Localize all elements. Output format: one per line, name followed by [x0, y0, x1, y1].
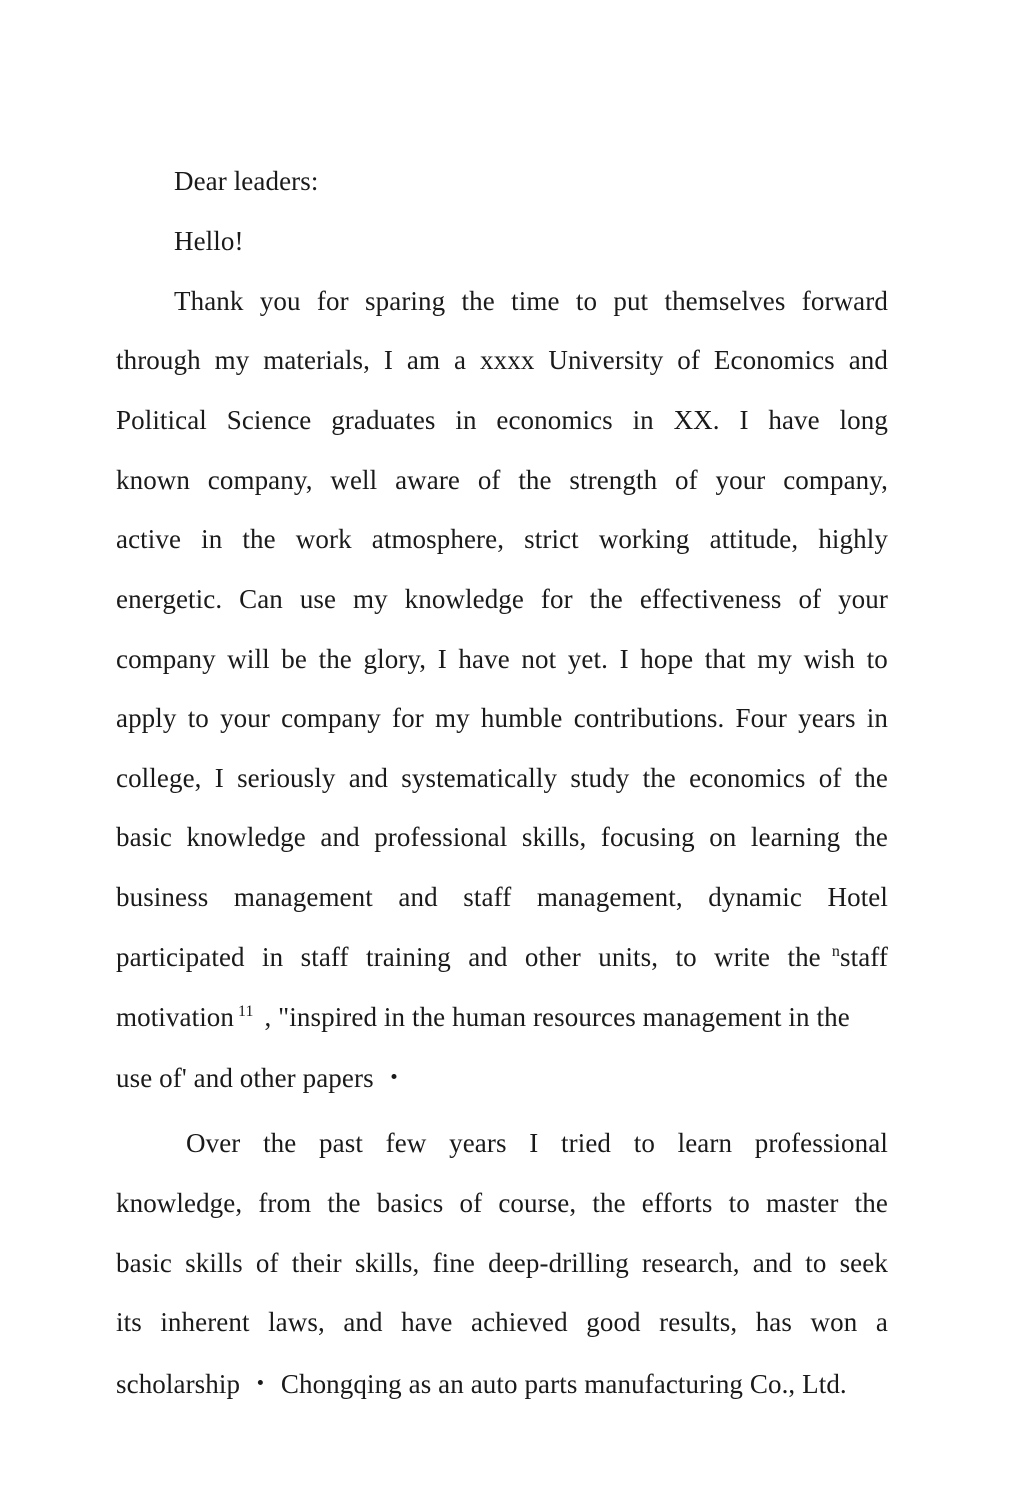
word: deep-drilling	[488, 1248, 629, 1278]
word: am	[406, 345, 441, 375]
word: Political	[116, 405, 207, 435]
word: staff	[463, 882, 512, 912]
word: of	[818, 763, 842, 793]
word: the	[242, 524, 276, 554]
word: effectiveness	[639, 584, 782, 614]
word: the	[461, 286, 495, 316]
word: Economics	[713, 345, 835, 375]
word: your	[220, 703, 270, 733]
word: not	[521, 644, 557, 674]
word: wish	[803, 644, 855, 674]
word: in	[201, 524, 223, 554]
word: the	[589, 584, 623, 614]
word: a	[875, 1307, 888, 1337]
word: systematically	[401, 763, 558, 793]
word: the	[327, 1188, 361, 1218]
word: the	[263, 1128, 297, 1158]
paragraph-line: use of' and other papers ・	[116, 1063, 408, 1093]
greeting: Hello!	[174, 226, 244, 256]
word: XX.	[673, 405, 720, 435]
word: work	[295, 524, 352, 554]
word: learn	[677, 1128, 733, 1158]
word: graduates	[331, 405, 436, 435]
word: be	[281, 644, 307, 674]
word: results,	[659, 1307, 738, 1337]
word: and	[320, 822, 360, 852]
word: company,	[207, 465, 313, 495]
word: dynamic	[708, 882, 802, 912]
word: I	[619, 644, 629, 674]
word: professional	[374, 822, 508, 852]
word: to	[633, 1128, 655, 1158]
line-words	[116, 940, 821, 974]
word: years	[449, 1128, 507, 1158]
word: have	[768, 405, 820, 435]
word: I	[739, 405, 749, 435]
word: to	[866, 644, 888, 674]
word: skills	[185, 1248, 243, 1278]
word: well	[330, 465, 378, 495]
word: master	[765, 1188, 839, 1218]
word: seriously	[237, 763, 336, 793]
paragraph-line	[116, 820, 888, 854]
word: Science	[226, 405, 312, 435]
word: and	[848, 345, 888, 375]
word: of	[675, 465, 698, 495]
word: years	[798, 703, 856, 733]
word: my	[353, 584, 388, 614]
word: strict	[524, 524, 579, 554]
word: yet.	[567, 644, 608, 674]
word: from	[258, 1188, 312, 1218]
word: the	[318, 644, 352, 674]
word: staff	[300, 942, 349, 972]
word: have	[458, 644, 510, 674]
word: study	[570, 763, 630, 793]
paragraph-line	[116, 940, 888, 974]
word: won	[810, 1307, 858, 1337]
word: focusing	[600, 822, 695, 852]
word: the	[518, 465, 552, 495]
word: your	[715, 465, 766, 495]
word: for	[316, 286, 349, 316]
word: learning	[750, 822, 841, 852]
word: I	[214, 763, 224, 793]
word: the	[592, 1188, 626, 1218]
word: the	[854, 763, 888, 793]
word: forward	[801, 286, 888, 316]
word: research,	[642, 1248, 740, 1278]
paragraph-line	[116, 1305, 888, 1339]
quoted-term: $^n$staff	[831, 942, 888, 972]
word: glory,	[363, 644, 427, 674]
word: of	[255, 1248, 279, 1278]
word: company,	[783, 465, 888, 495]
paragraph-line	[116, 1186, 888, 1220]
word: write	[714, 942, 771, 972]
word: their	[291, 1248, 342, 1278]
word: course,	[498, 1188, 577, 1218]
word: of	[798, 584, 822, 614]
word: apply	[116, 703, 177, 733]
word: basic	[116, 1248, 172, 1278]
word: to	[187, 703, 209, 733]
word: tried	[561, 1128, 612, 1158]
word: on	[709, 822, 737, 852]
word: for	[392, 703, 424, 733]
word: in	[632, 405, 654, 435]
word: of	[459, 1188, 483, 1218]
superscript-11: 11	[238, 1003, 254, 1020]
word: achieved	[471, 1307, 568, 1337]
word: aware	[395, 465, 461, 495]
word: active	[116, 524, 182, 554]
paragraph-line	[116, 343, 888, 377]
word: knowledge	[404, 584, 524, 614]
word: and	[752, 1248, 793, 1278]
word: themselves	[664, 286, 786, 316]
word: to	[805, 1248, 827, 1278]
word: time	[511, 286, 560, 316]
word: past	[319, 1128, 363, 1158]
word: energetic.	[116, 584, 223, 614]
word: you	[259, 286, 301, 316]
word: professional	[754, 1128, 888, 1158]
word: its	[116, 1307, 142, 1337]
word: long	[839, 405, 888, 435]
word: hope	[640, 644, 694, 674]
word: basic	[116, 822, 172, 852]
word: few	[385, 1128, 427, 1158]
word: Can	[239, 584, 283, 614]
paragraph-line	[116, 522, 888, 556]
word: the	[854, 822, 888, 852]
paragraph-line	[116, 761, 888, 795]
word: a	[454, 345, 467, 375]
word: attitude,	[709, 524, 799, 554]
word: good	[586, 1307, 641, 1337]
word: through	[116, 345, 201, 375]
paragraph-line	[116, 880, 888, 914]
letter-body	[116, 0, 888, 1506]
word: and	[343, 1307, 383, 1337]
word: management	[233, 882, 373, 912]
word: knowledge	[186, 822, 306, 852]
word: training	[366, 942, 451, 972]
word: college,	[116, 763, 202, 793]
word: laws,	[268, 1307, 325, 1337]
word: I	[529, 1128, 539, 1158]
word: other	[524, 942, 581, 972]
word: knowledge,	[116, 1188, 243, 1218]
word: the	[642, 763, 676, 793]
word: use	[299, 584, 337, 614]
word: University	[548, 345, 664, 375]
word: highly	[818, 524, 888, 554]
word: your	[838, 584, 888, 614]
word: has	[755, 1307, 792, 1337]
paragraph-line	[116, 403, 888, 437]
word: working	[598, 524, 690, 554]
word: participated	[116, 942, 245, 972]
word: business	[116, 882, 209, 912]
paragraph-line: scholarship ・ Chongqing as an auto parts manufacturing Co., Ltd.	[116, 1369, 847, 1399]
word: inherent	[160, 1307, 250, 1337]
word: will	[227, 644, 270, 674]
word: basics	[376, 1188, 444, 1218]
word: have	[401, 1307, 453, 1337]
paragraph-line	[116, 701, 888, 735]
word: of	[477, 465, 501, 495]
word: units,	[598, 942, 659, 972]
word: seek	[839, 1248, 888, 1278]
word: company	[116, 644, 216, 674]
word: in	[455, 405, 477, 435]
word: and	[348, 763, 389, 793]
word: my	[757, 644, 792, 674]
paragraph-line	[116, 582, 888, 616]
word: strength	[569, 465, 658, 495]
word: economics	[496, 405, 613, 435]
word: Four	[735, 703, 787, 733]
word: and	[468, 942, 508, 972]
word: known	[116, 465, 190, 495]
word: the	[787, 942, 821, 972]
word: skills,	[354, 1248, 420, 1278]
word: xxxx	[480, 345, 535, 375]
word: skills,	[521, 822, 587, 852]
word: to	[728, 1188, 750, 1218]
word: management,	[536, 882, 683, 912]
word: economics	[689, 763, 806, 793]
word: I	[437, 644, 447, 674]
superscript-n: n	[831, 943, 840, 960]
paragraph-line	[174, 284, 888, 318]
paragraph-line	[186, 1126, 888, 1160]
salutation: Dear leaders:	[174, 166, 319, 196]
word: that	[704, 644, 746, 674]
word: Over	[186, 1128, 241, 1158]
word: my	[214, 345, 250, 375]
word: to	[575, 286, 598, 316]
word: put	[613, 286, 649, 316]
paragraph-line: motivation $^{11}$ , "inspired in the human resources management in the	[116, 1002, 850, 1032]
word: materials,	[263, 345, 370, 375]
word: fine	[432, 1248, 475, 1278]
word: sparing	[365, 286, 446, 316]
word: efforts	[641, 1188, 713, 1218]
word: and	[398, 882, 438, 912]
word: Hotel	[827, 882, 888, 912]
word: to	[675, 942, 697, 972]
word: atmosphere,	[371, 524, 505, 554]
word: the	[854, 1188, 888, 1218]
word: of	[677, 345, 700, 375]
word: I	[383, 345, 393, 375]
paragraph-line	[116, 642, 888, 676]
word: Thank	[174, 286, 244, 316]
paragraph-line	[116, 1246, 888, 1280]
paragraph-line	[116, 463, 888, 497]
word: in	[866, 703, 888, 733]
word: in	[262, 942, 284, 972]
word: company	[281, 703, 381, 733]
word: for	[540, 584, 573, 614]
word: humble	[480, 703, 563, 733]
word: contributions.	[573, 703, 725, 733]
word: my	[435, 703, 470, 733]
